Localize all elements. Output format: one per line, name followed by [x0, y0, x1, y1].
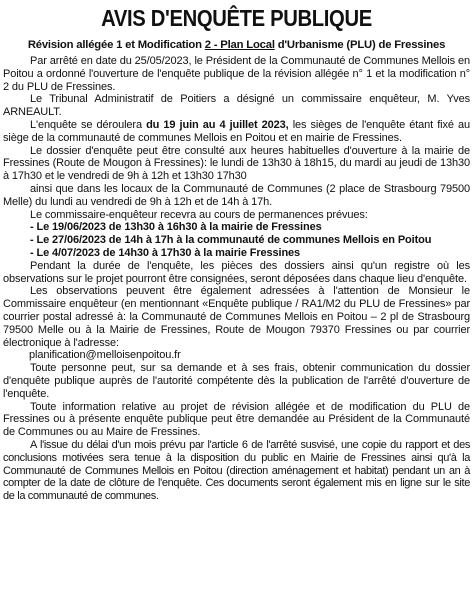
subtitle-part-1: Révision allégée 1 et Modification — [27, 39, 205, 51]
dates-intro: L'enquête se déroulera — [30, 118, 147, 131]
paragraph-information: Toute information relative au projet de révision allégée et de modification du PLU de Fressines ou à présente enquête publique peut être demandée au Président de la Communauté de Communes ou au Maire de Fressines. — [3, 400, 470, 439]
paragraph-permanences-intro: Le commissaire-enquêteur recevra au cours de permanences prévues: — [30, 208, 368, 221]
paragraph-rapport: A l'issue du délai d'un mois prévu par l'article 6 de l'arrêté susvisé, une copie du rapport et des conclusions motivées sera tenue à la disposition du public en Mairie de Fressines ainsi qu'à la Communauté de Communes Mellois en Poitou (direction aménagement et habitat) pendant un an à compter de la date de clôture de l'enquête. Ces documents seront également mis en ligne sur le site de la communauté de communes. — [3, 438, 470, 503]
permanence-item: - Le 27/06/2023 de 14h à 17h à la communauté de communes Mellois en Poitou — [30, 234, 432, 247]
dates-rest: les sièges de l'enquête étant fixé au siège de la communauté de communes Mellois en Poitou et en mairie de Fressines. — [3, 118, 470, 144]
contact-email: planification@melloisenpoitou.fr — [29, 349, 181, 362]
paragraph-registre: Pendant la durée de l'enquête, les pièces des dossiers ainsi qu'un registre où les observations sur le projet pourront être consignées, seront déposées dans chaque lieu d'enquête. — [3, 259, 470, 285]
notice-title: AVIS D'ENQUÊTE PUBLIQUE — [101, 5, 372, 31]
subtitle-part-2: 2 - Plan Local — [204, 39, 275, 51]
paragraph-observations: Les observations peuvent être également adressées à l'attention de Monsieur le Commissaire enquêteur (en mentionnant «Enquête publique / RA1/M2 du PLU de Fressines» par courrier postal adressé à: la Communauté de Communes Mellois en Poitou – 2 pl de Strasbourg 79500 Melle ou à la Mairie de Fressines, Route de Mougon 79370 Fressines ou par courrier électronique à l'adresse: — [3, 285, 470, 349]
notice-subtitle — [3, 38, 470, 52]
paragraph-arrete: Par arrêté en date du 25/05/2023, le Président de la Communauté de Communes Mellois en Poitou a ordonné l'ouverture de l'enquête publique de la révision allégée n° 1 et la modification n° 2 du PLU de Fressines. — [3, 55, 470, 93]
paragraph-communication: Toute personne peut, sur sa demande et à ses frais, obtenir communication du dossier d'enquête publique auprès de l'autorité compétente dès la publication de l'arrêté d'ouverture de l'enquête. — [3, 362, 470, 400]
paragraph-consultation: Le dossier d'enquête peut être consulté aux heures habituelles d'ouverture à la mairie de Fressines (Route de Mougon à Fressines): le lundi de 13h30 à 18h15, du mardi au jeudi de 13h30 à 17h30 et le vendredi de 9h à 12h et 13h30 17h30 — [3, 144, 470, 183]
permanence-item: - Le 19/06/2023 de 13h30 à 16h30 à la mairie de Fressines — [30, 221, 322, 234]
subtitle-part-3: d'Urbanisme (PLU) de Fressines — [274, 39, 446, 51]
notice-body — [3, 55, 470, 503]
dates-bold: du 19 juin au 4 juillet 2023, — [146, 118, 289, 131]
paragraph-dates — [3, 119, 470, 145]
paragraph-locaux: ainsi que dans les locaux de la Communauté de Communes (2 place de Strasbourg 79500 Melle) du lundi au vendredi de 9h à 12h et de 14h à 17h. — [3, 182, 470, 208]
paragraph-commissaire: Le Tribunal Administratif de Poitiers a désigné un commissaire enquêteur, M. Yves ARNEAULT. — [3, 93, 470, 119]
permanence-item: - Le 4/07/2023 de 14h30 à 17h30 à la mairie Fressines — [30, 246, 301, 259]
